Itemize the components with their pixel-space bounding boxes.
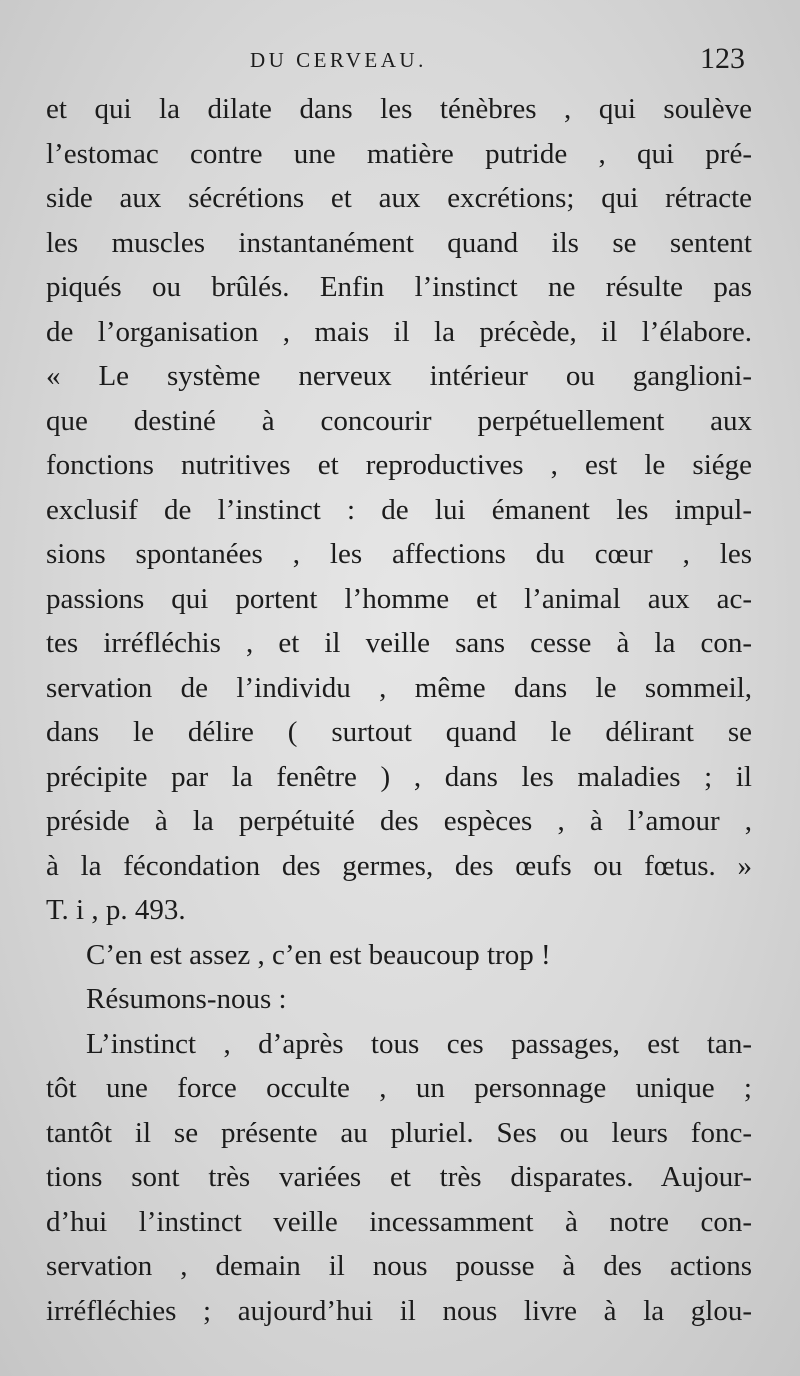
text-line: C’en est assez , c’en est beaucoup trop !: [86, 938, 551, 971]
text-line: précipite par la fenêtre ) , dans les maladies ; il: [46, 760, 752, 793]
body-text: [46, 87, 752, 1333]
text-line: servation de l’individu , même dans le sommeil,: [46, 671, 752, 704]
text-line: que destiné à concourir perpétuellement aux: [46, 404, 752, 437]
text-line: piqués ou brûlés. Enfin l’instinct ne résulte pas: [46, 271, 752, 303]
text-line: sions spontanées , les affections du cœur , les: [46, 538, 752, 570]
page-header: [0, 42, 800, 82]
page-number: 123: [700, 42, 745, 75]
text-line: « Le système nerveux intérieur ou ganglioni-: [46, 360, 752, 392]
text-line: side aux sécrétions et aux excrétions; qui rétracte: [46, 182, 752, 214]
text-line: irréfléchies ; aujourd’hui il nous livre à la glou-: [46, 1294, 752, 1327]
text-line: préside à la perpétuité des espèces , à l’amour ,: [46, 805, 752, 837]
text-line: tôt une force occulte , un personnage unique ;: [46, 1072, 752, 1104]
text-line: de l’organisation , mais il la précède, il l’élabore.: [46, 315, 752, 348]
text-line: d’hui l’instinct veille incessamment à notre con-: [46, 1205, 752, 1238]
text-line: T. i , p. 493.: [46, 894, 186, 926]
text-line: tions sont très variées et très disparates. Aujour-: [46, 1161, 752, 1193]
text-line: les muscles instantanément quand ils se sentent: [46, 226, 752, 259]
text-line: Résumons-nous :: [86, 983, 287, 1015]
text-line: et qui la dilate dans les ténèbres , qui soulève: [46, 93, 752, 125]
text-line: exclusif de l’instinct : de lui émanent les impul-: [46, 493, 752, 526]
text-line: à la fécondation des germes, des œufs ou fœtus. »: [46, 849, 752, 882]
text-line: dans le délire ( surtout quand le délirant se: [46, 716, 752, 748]
text-line: passions qui portent l’homme et l’animal aux ac-: [46, 582, 752, 615]
text-line: servation , demain il nous pousse à des actions: [46, 1250, 752, 1282]
text-line: tantôt il se présente au pluriel. Ses ou leurs fonc-: [46, 1116, 752, 1149]
text-line: L’instinct , d’après tous ces passages, est tan-: [86, 1027, 752, 1060]
text-line: l’estomac contre une matière putride , qui pré-: [46, 137, 752, 170]
text-line: fonctions nutritives et reproductives , est le siége: [46, 449, 752, 481]
running-title: DU CERVEAU.: [250, 48, 427, 72]
text-line: tes irréfléchis , et il veille sans cesse à la con-: [46, 627, 752, 659]
